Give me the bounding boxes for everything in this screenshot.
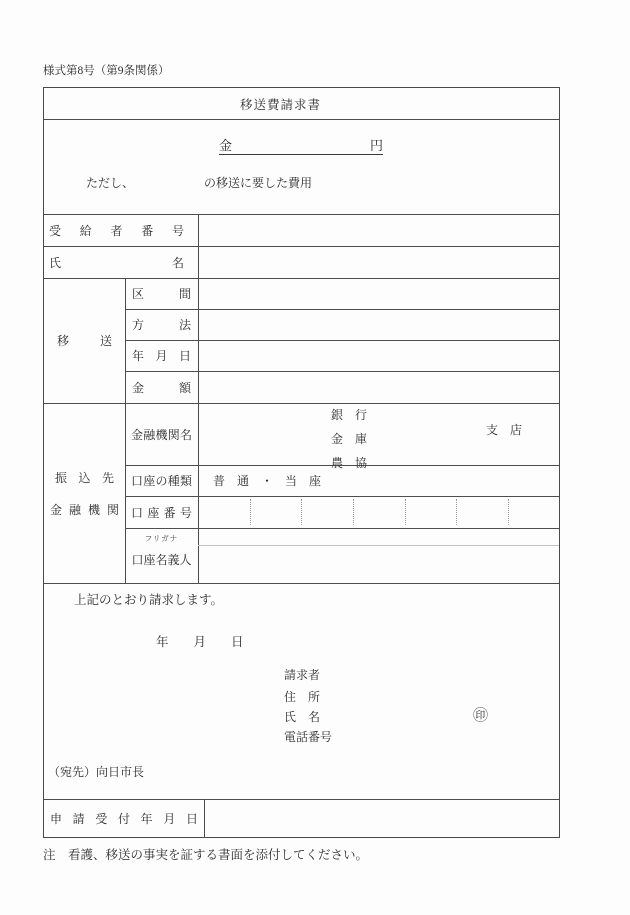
account-type-label: 口座の種類 bbox=[131, 474, 192, 488]
recipient-number-value-cell[interactable] bbox=[198, 214, 559, 246]
account-type-options: 普 通 ・ 当 座 bbox=[213, 474, 322, 488]
declaration-text: 上記のとおり請求します。 bbox=[74, 593, 224, 607]
table-line bbox=[44, 583, 559, 584]
amount-prefix-label: 金 bbox=[219, 138, 233, 153]
account-number-label: 口座番号 bbox=[131, 505, 192, 520]
furigana-label: フリガナ bbox=[144, 534, 179, 543]
holder-name-value-cell[interactable] bbox=[198, 545, 559, 583]
transport-date-label-cell bbox=[125, 340, 198, 371]
recipient-number-label: 受給者番号 bbox=[49, 223, 184, 238]
claimant-label: 請求者 bbox=[284, 668, 321, 682]
bank-group-label-cell bbox=[44, 403, 125, 583]
date-line: 年 月 日 bbox=[156, 635, 244, 649]
transport-date-value-cell[interactable] bbox=[198, 340, 559, 371]
transport-section-label-cell bbox=[125, 278, 198, 309]
transport-date-label: 年月日 bbox=[132, 349, 191, 363]
claimant-address-label: 住 所 bbox=[284, 690, 321, 704]
seal-mark-icon: ㊞ bbox=[473, 708, 489, 724]
account-type-value-cell[interactable] bbox=[198, 465, 559, 496]
proviso-lead-label: ただし、 bbox=[86, 176, 135, 190]
account-type-label-cell bbox=[125, 465, 198, 496]
name-label: 氏名 bbox=[49, 255, 184, 270]
institution-type-stack bbox=[331, 406, 367, 471]
institution-type-shinkin: 金 庫 bbox=[331, 432, 368, 446]
transport-method-value-cell[interactable] bbox=[198, 309, 559, 340]
bank-group-label-line1: 振込先 bbox=[55, 470, 114, 485]
transport-section-label: 区間 bbox=[132, 287, 191, 301]
application-date-value-cell[interactable] bbox=[204, 799, 559, 837]
application-date-label-cell bbox=[44, 799, 204, 837]
transport-group-label-cell bbox=[44, 278, 125, 403]
holder-furigana-value-cell[interactable] bbox=[198, 528, 559, 545]
transport-section-value-cell[interactable] bbox=[198, 278, 559, 309]
transport-amount-label-cell bbox=[125, 371, 198, 403]
claimant-name-label: 氏 名 bbox=[284, 710, 321, 724]
amount-suffix-label: 円 bbox=[369, 138, 383, 153]
transport-amount-label: 金額 bbox=[132, 380, 191, 395]
addressee-text: （宛先）向日市長 bbox=[48, 765, 145, 779]
institution-label: 金融機関名 bbox=[131, 427, 192, 442]
branch-label: 支 店 bbox=[486, 423, 523, 437]
proviso-tail-label: の移送に要した費用 bbox=[204, 176, 313, 190]
form-code: 様式第8号（第9条関係） bbox=[43, 65, 170, 77]
institution-type-nokyo: 農 協 bbox=[331, 456, 368, 470]
application-date-label: 申請受付年月日 bbox=[50, 811, 198, 826]
holder-label: 口座名義人 bbox=[131, 553, 192, 567]
institution-label-cell bbox=[125, 403, 198, 465]
transport-group-label: 移送 bbox=[57, 334, 112, 348]
table-line bbox=[44, 119, 559, 120]
footnote-text: 注 看護、移送の事実を証する書面を添付してください。 bbox=[43, 848, 369, 862]
account-number-value-cell[interactable] bbox=[198, 496, 559, 528]
transport-method-label: 方法 bbox=[132, 318, 191, 332]
claimant-phone-label: 電話番号 bbox=[284, 730, 333, 744]
name-label-cell bbox=[44, 246, 198, 278]
form-title: 移送費請求書 bbox=[239, 97, 321, 112]
name-value-cell[interactable] bbox=[198, 246, 559, 278]
claim-form-table bbox=[43, 87, 560, 838]
recipient-number-label-cell bbox=[44, 214, 198, 246]
transport-method-label-cell bbox=[125, 309, 198, 340]
amount-underline[interactable] bbox=[219, 133, 383, 155]
transport-amount-value-cell[interactable] bbox=[198, 371, 559, 403]
institution-type-bank: 銀 行 bbox=[331, 408, 368, 422]
bank-group-label-line2: 金融機関 bbox=[50, 502, 119, 517]
account-number-label-cell bbox=[125, 496, 198, 528]
